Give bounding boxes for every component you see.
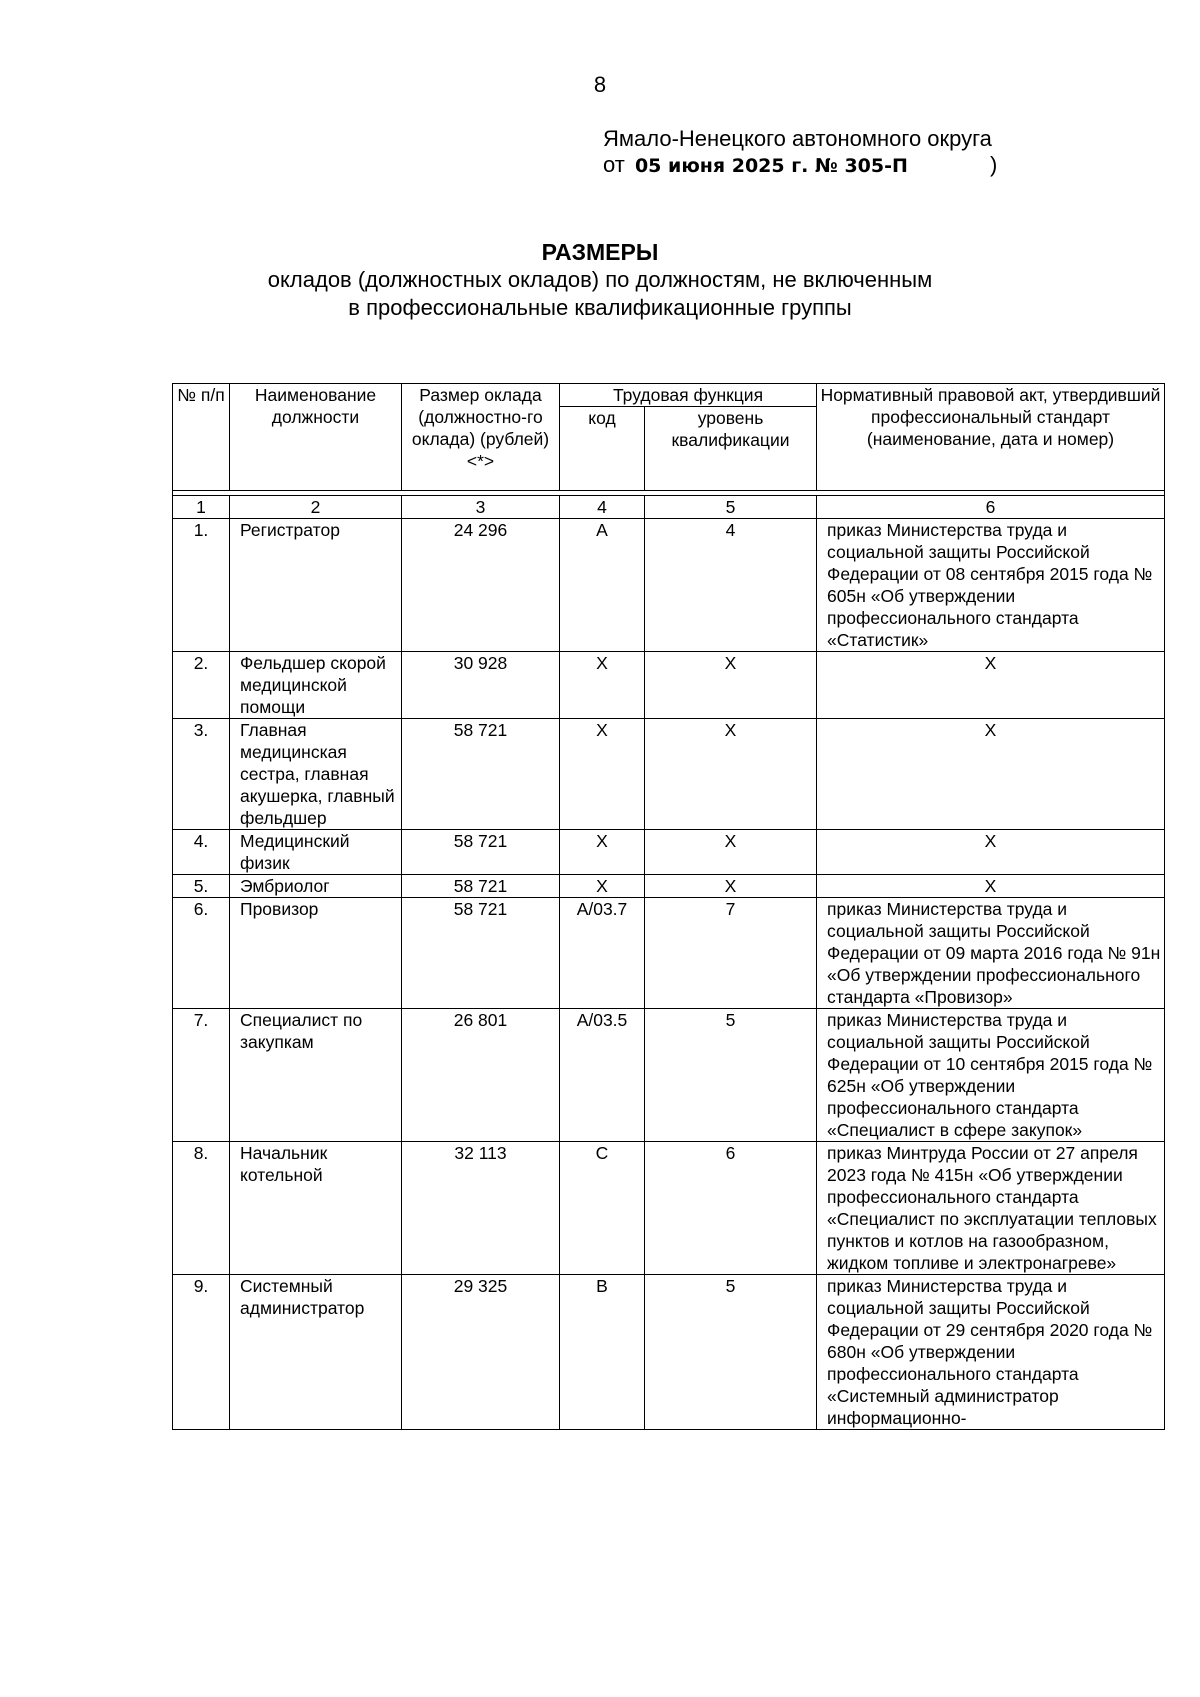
title-line-2: окладов (должностных окладов) по должностям, не включенным <box>267 267 933 292</box>
header-code: код <box>560 407 645 491</box>
table-row <box>173 898 1165 1009</box>
column-numbers-row <box>173 496 1165 519</box>
row-level: X <box>645 875 817 898</box>
row-num: 8. <box>173 1142 230 1275</box>
row-code: А/03.7 <box>560 898 645 1009</box>
row-name: Медицинский физик <box>230 830 402 875</box>
row-salary: 29 325 <box>402 1275 560 1430</box>
row-salary: 58 721 <box>402 830 560 875</box>
row-level: 5 <box>645 1009 817 1142</box>
row-code: C <box>560 1142 645 1275</box>
header-num: № п/п <box>173 384 230 491</box>
header-from: от <box>603 152 625 177</box>
row-act: X <box>817 719 1165 830</box>
table-row <box>173 1275 1165 1430</box>
row-act: приказ Министерства труда и социальной защиты Российской Федерации от 10 сентября 2015 года № 625н «Об утверждении профессионального стандарта «Специалист в сфере закупок» <box>817 1009 1165 1142</box>
document-header <box>603 126 1083 179</box>
table-row <box>173 719 1165 830</box>
table-row <box>173 519 1165 652</box>
row-level: 7 <box>645 898 817 1009</box>
column-number: 5 <box>645 496 817 519</box>
row-code: X <box>560 875 645 898</box>
table-row <box>173 652 1165 719</box>
document-title <box>0 238 1200 322</box>
row-act: приказ Министерства труда и социальной защиты Российской Федерации от 09 марта 2016 года № 91н «Об утверждении профессионального стандарта «Провизор» <box>817 898 1165 1009</box>
row-act: приказ Минтруда России от 27 апреля 2023 года № 415н «Об утверждении профессионального стандарта «Специалист по эксплуатации тепловых пунктов и котлов на газообразном, жидком топливе и электронагреве» <box>817 1142 1165 1275</box>
row-salary: 24 296 <box>402 519 560 652</box>
row-act: X <box>817 652 1165 719</box>
row-level: 4 <box>645 519 817 652</box>
page-number: 8 <box>593 72 607 97</box>
header-close-paren: ) <box>990 152 998 177</box>
row-salary: 30 928 <box>402 652 560 719</box>
row-salary: 58 721 <box>402 875 560 898</box>
row-level: X <box>645 719 817 830</box>
row-act: X <box>817 830 1165 875</box>
row-num: 5. <box>173 875 230 898</box>
row-level: X <box>645 830 817 875</box>
row-act: приказ Министерства труда и социальной защиты Российской Федерации от 29 сентября 2020 года № 680н «Об утверждении профессионального стандарта «Системный администратор информационно- <box>817 1275 1165 1430</box>
row-name: Специалист по закупкам <box>230 1009 402 1142</box>
row-act: приказ Министерства труда и социальной защиты Российской Федерации от 08 сентября 2015 года № 605н «Об утверждении профессионального стандарта «Статистик» <box>817 519 1165 652</box>
row-name: Главная медицинская сестра, главная акушерка, главный фельдшер <box>230 719 402 830</box>
row-num: 7. <box>173 1009 230 1142</box>
title-line-3: в профессиональные квалификационные группы <box>348 295 852 320</box>
table-row <box>173 830 1165 875</box>
header-salary: Размер оклада (должностно-го оклада) (рублей) <*> <box>402 384 560 491</box>
column-number: 1 <box>173 496 230 519</box>
column-number: 3 <box>402 496 560 519</box>
column-number: 4 <box>560 496 645 519</box>
header-labor-function: Трудовая функция <box>560 384 817 407</box>
row-name: Начальник котельной <box>230 1142 402 1275</box>
table-row <box>173 875 1165 898</box>
row-num: 6. <box>173 898 230 1009</box>
header-date-number: 05 июня 2025 г. № 305-П <box>634 155 908 177</box>
row-code: X <box>560 830 645 875</box>
row-act: X <box>817 875 1165 898</box>
row-name: Системный администратор <box>230 1275 402 1430</box>
header-region: Ямало-Ненецкого автономного округа <box>603 126 992 151</box>
row-name: Провизор <box>230 898 402 1009</box>
row-salary: 26 801 <box>402 1009 560 1142</box>
row-level: 5 <box>645 1275 817 1430</box>
table-header-row <box>173 384 1165 407</box>
row-code: А/03.5 <box>560 1009 645 1142</box>
row-level: X <box>645 652 817 719</box>
header-name: Наименование должности <box>230 384 402 491</box>
column-number: 2 <box>230 496 402 519</box>
row-salary: 58 721 <box>402 898 560 1009</box>
row-num: 3. <box>173 719 230 830</box>
row-code: A <box>560 519 645 652</box>
row-num: 2. <box>173 652 230 719</box>
row-code: X <box>560 652 645 719</box>
column-number: 6 <box>817 496 1165 519</box>
row-num: 1. <box>173 519 230 652</box>
title-main: РАЗМЕРЫ <box>541 239 659 265</box>
row-salary: 58 721 <box>402 719 560 830</box>
row-name: Эмбриолог <box>230 875 402 898</box>
row-num: 4. <box>173 830 230 875</box>
header-level: уровень квалификации <box>645 407 817 491</box>
salary-table <box>172 383 1165 1430</box>
row-name: Регистратор <box>230 519 402 652</box>
header-act: Нормативный правовой акт, утвердивший профессиональный стандарт (наименование, дата и номер) <box>817 384 1165 491</box>
table-row <box>173 1142 1165 1275</box>
row-level: 6 <box>645 1142 817 1275</box>
row-code: X <box>560 719 645 830</box>
row-code: B <box>560 1275 645 1430</box>
row-num: 9. <box>173 1275 230 1430</box>
header-date-row <box>603 152 1083 179</box>
row-name: Фельдшер скорой медицинской помощи <box>230 652 402 719</box>
row-salary: 32 113 <box>402 1142 560 1275</box>
table-row <box>173 1009 1165 1142</box>
